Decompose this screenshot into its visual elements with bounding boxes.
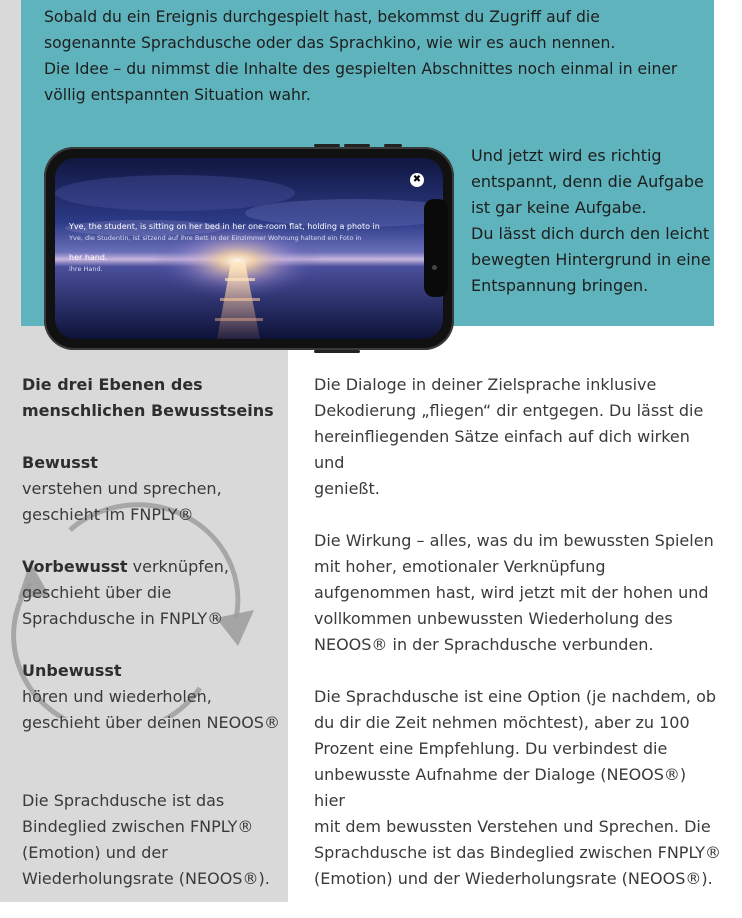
text-line: mit dem bewussten Verstehen und Sprechen. Die — [314, 817, 711, 836]
level-text: geschieht über die — [22, 583, 172, 602]
paragraph-wirkung — [314, 528, 722, 658]
level-text: hören und wiederholen, — [22, 687, 212, 706]
phone-mockup — [44, 147, 454, 350]
paragraph-dialoge — [314, 372, 722, 502]
level-text: verstehen und sprechen, — [22, 479, 222, 498]
blurb-line: Und jetzt wird es richtig — [471, 146, 662, 165]
subtitle-target-language: her hand. — [69, 253, 108, 262]
level-text: Sprachdusche in FNPLY® — [22, 609, 224, 628]
text-line: aufgenommen hast, wird jetzt mit der hohen und — [314, 583, 709, 602]
blurb-line: Du lässt dich durch den leicht — [471, 224, 710, 243]
paragraph-option — [314, 684, 722, 892]
phone-side-button — [314, 350, 360, 353]
summary-text: Die Sprachdusche ist das — [22, 791, 225, 810]
summary-text: Wiederholungsrate (NEOOS®). — [22, 869, 270, 888]
summary-text: Bindeglied zwischen FNPLY® — [22, 817, 254, 836]
intro-line: Sobald du ein Ereignis durchgespielt hast, bekommst du Zugriff auf die — [44, 8, 600, 26]
text-line: hereinfliegenden Sätze einfach auf dich wirken und — [314, 427, 690, 472]
text-line: Die Wirkung – alles, was du im bewussten Spielen — [314, 531, 714, 550]
section-heading: Die drei Ebenen des — [22, 375, 203, 394]
phone-volume-button — [344, 144, 370, 147]
intro-line: Die Idee – du nimmst die Inhalte des gespielten Abschnittes noch einmal in einer — [44, 60, 678, 78]
text-line: NEOOS® in der Sprachdusche verbunden. — [314, 635, 654, 654]
blurb-line: entspannt, denn die Aufgabe — [471, 172, 704, 191]
text-line: unbewusste Aufnahme der Dialoge (NEOOS®) hier — [314, 765, 687, 810]
level-title-vorbewusst: Vorbewusst — [22, 557, 128, 576]
blurb-line: bewegten Hintergrund in eine — [471, 250, 711, 269]
text-line: Prozent eine Empfehlung. Du verbindest die — [314, 739, 668, 758]
sprachkino-screen — [55, 158, 443, 339]
level-title-unbewusst: Unbewusst — [22, 661, 122, 680]
subtitle-decoding: Yve, die Studentin, ist sitzend auf ihre Bett in der Einzimmer Wohnung haltend ein Foto in — [69, 234, 362, 242]
summary-text: (Emotion) und der — [22, 843, 168, 862]
phone-camera-notch — [424, 199, 448, 297]
text-line: du dir die Zeit nehmen möchtest), aber zu 100 — [314, 713, 690, 732]
level-text: verknüpfen, — [127, 557, 229, 576]
phone-power-button — [384, 144, 402, 147]
text-line: mit hoher, emotionaler Verknüpfung — [314, 557, 606, 576]
text-line: Die Sprachdusche ist eine Option (je nachdem, ob — [314, 687, 717, 706]
intro-line: völlig entspannten Situation wahr. — [44, 86, 311, 104]
phone-volume-button — [314, 144, 340, 147]
close-icon[interactable]: ✖ — [410, 173, 424, 187]
level-text: geschieht über deinen NEOOS® — [22, 713, 280, 732]
text-line: Die Dialoge in deiner Zielsprache inklusive — [314, 375, 657, 394]
subtitle-target-language: Yve, the student, is sitting on her bed in her one-room flat, holding a photo in — [69, 222, 380, 231]
section-heading: menschlichen Bewusstseins — [22, 401, 274, 420]
blurb-line: Entspannung bringen. — [471, 276, 649, 295]
sunset-sea-background — [55, 158, 443, 339]
blurb-line: ist gar keine Aufgabe. — [471, 198, 647, 217]
level-title-bewusst: Bewusst — [22, 453, 98, 472]
subtitle-decoding: ihre Hand. — [69, 265, 103, 273]
camera-dot — [432, 265, 437, 270]
consciousness-levels — [22, 372, 284, 892]
text-line: Sprachdusche ist das Bindeglied zwischen FNPLY® — [314, 843, 722, 862]
text-line: genießt. — [314, 479, 380, 498]
intro-text — [44, 4, 704, 108]
main-text — [314, 372, 722, 918]
text-line: Dekodierung „fliegen“ dir entgegen. Du lässt die — [314, 401, 704, 420]
intro-line: sogenannte Sprachdusche oder das Sprachkino, wie wir es auch nennen. — [44, 34, 616, 52]
relaxation-blurb — [471, 143, 721, 299]
text-line: vollkommen unbewussten Wiederholung des — [314, 609, 673, 628]
level-text: geschieht im FNPLY® — [22, 505, 194, 524]
text-line: (Emotion) und der Wiederholungsrate (NEOOS®). — [314, 869, 713, 888]
